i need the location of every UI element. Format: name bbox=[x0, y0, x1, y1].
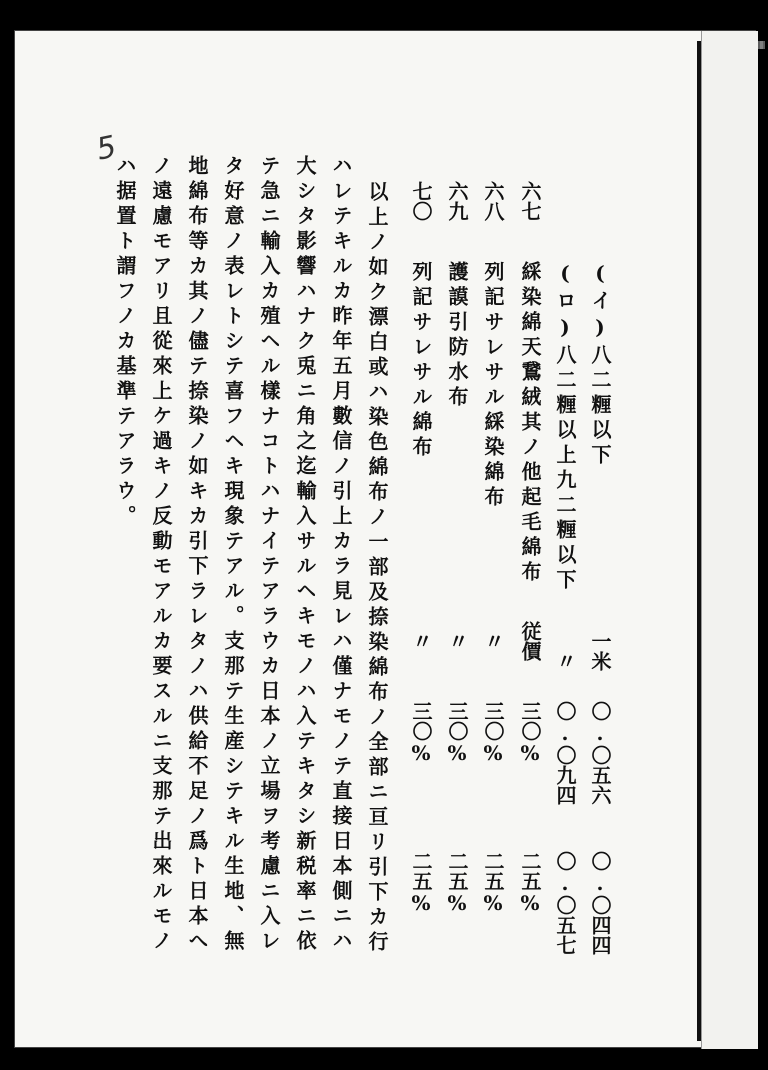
table-row-unit: 〃 bbox=[481, 631, 505, 651]
table-row-new-rate: 〇.〇四四 bbox=[588, 851, 612, 955]
table-row-new-rate: 二五% bbox=[518, 851, 542, 915]
table-row-description: 列記サレサル綿布 bbox=[409, 261, 433, 461]
table-row-description: (イ)八二糎以下 bbox=[588, 261, 612, 469]
table-row-old-rate: 三〇% bbox=[518, 701, 542, 765]
table-row-old-rate: 三〇% bbox=[409, 701, 433, 765]
table-row-description: 綵染綿天鵞絨其ノ他起毛綿布 bbox=[518, 261, 542, 586]
table-row-new-rate: 二五% bbox=[409, 851, 433, 915]
table-row-old-rate: 三〇% bbox=[445, 701, 469, 765]
table-row-new-rate: 〇.〇五七 bbox=[553, 851, 577, 955]
table-row-description: 列記サレサル綵染綿布 bbox=[481, 261, 505, 511]
paragraph-line: ノ遠慮モアリ且從來上ケ過キノ反動モアルカ要スルニ支那テ出來ルモノ bbox=[149, 155, 173, 955]
paragraph-line: ハレテキルカ昨年五月數信ノ引上カラ見レハ僅ナモノテ直接日本側ニハ bbox=[329, 155, 353, 955]
table-row-old-rate: 〇.〇九四 bbox=[553, 701, 577, 805]
table-row-code: 六八 bbox=[481, 181, 505, 221]
table-row-unit: 一米 bbox=[588, 631, 612, 671]
table-row-unit: 従價 bbox=[518, 621, 542, 661]
table-row-code: 七〇 bbox=[409, 181, 433, 221]
paragraph-line: 地綿布等カ其ノ儘テ捺染ノ如キカ引下ラレタノハ供給不足ノ爲ト日本へ bbox=[185, 155, 209, 955]
table-row-unit: 〃 bbox=[445, 631, 469, 651]
table-row-new-rate: 二五% bbox=[481, 851, 505, 915]
table-row-code: 六九 bbox=[445, 181, 469, 221]
paragraph-line: テ急ニ輸入カ殖ヘル樣ナコトハナイテアラウカ日本ノ立場ヲ考慮ニ入レ bbox=[257, 155, 281, 955]
document-page bbox=[14, 30, 756, 1048]
table-row-description: 護謨引防水布 bbox=[445, 261, 469, 411]
right-margin-strip bbox=[701, 31, 758, 1049]
paragraph-line: タ好意ノ表レトシテ喜フヘキ現象テアル。支那テ生産シテキル生地、無 bbox=[221, 155, 245, 955]
table-row-unit: 〃 bbox=[553, 651, 577, 671]
table-row-unit: 〃 bbox=[409, 631, 433, 651]
paragraph-line: ハ据置ト謂フノカ基準テアラウ。 bbox=[113, 155, 137, 530]
table-row-old-rate: 〇.〇五六 bbox=[588, 701, 612, 805]
page-number: 5 bbox=[93, 129, 120, 168]
table-row-code: 六七 bbox=[518, 181, 542, 221]
table-row-new-rate: 二五% bbox=[445, 851, 469, 915]
table-row-description: (ロ)八二糎以上九二糎以下 bbox=[553, 261, 577, 594]
paragraph-line: 以上ノ如ク漂白或ハ染色綿布ノ一部及捺染綿布ノ全部ニ亘リ引下カ行 bbox=[365, 181, 389, 956]
paragraph-line: 大シタ影響ハナク兎ニ角之迄輸入サルヘキモノハ入テキタシ新税率ニ依 bbox=[293, 155, 317, 955]
table-row-old-rate: 三〇% bbox=[481, 701, 505, 765]
